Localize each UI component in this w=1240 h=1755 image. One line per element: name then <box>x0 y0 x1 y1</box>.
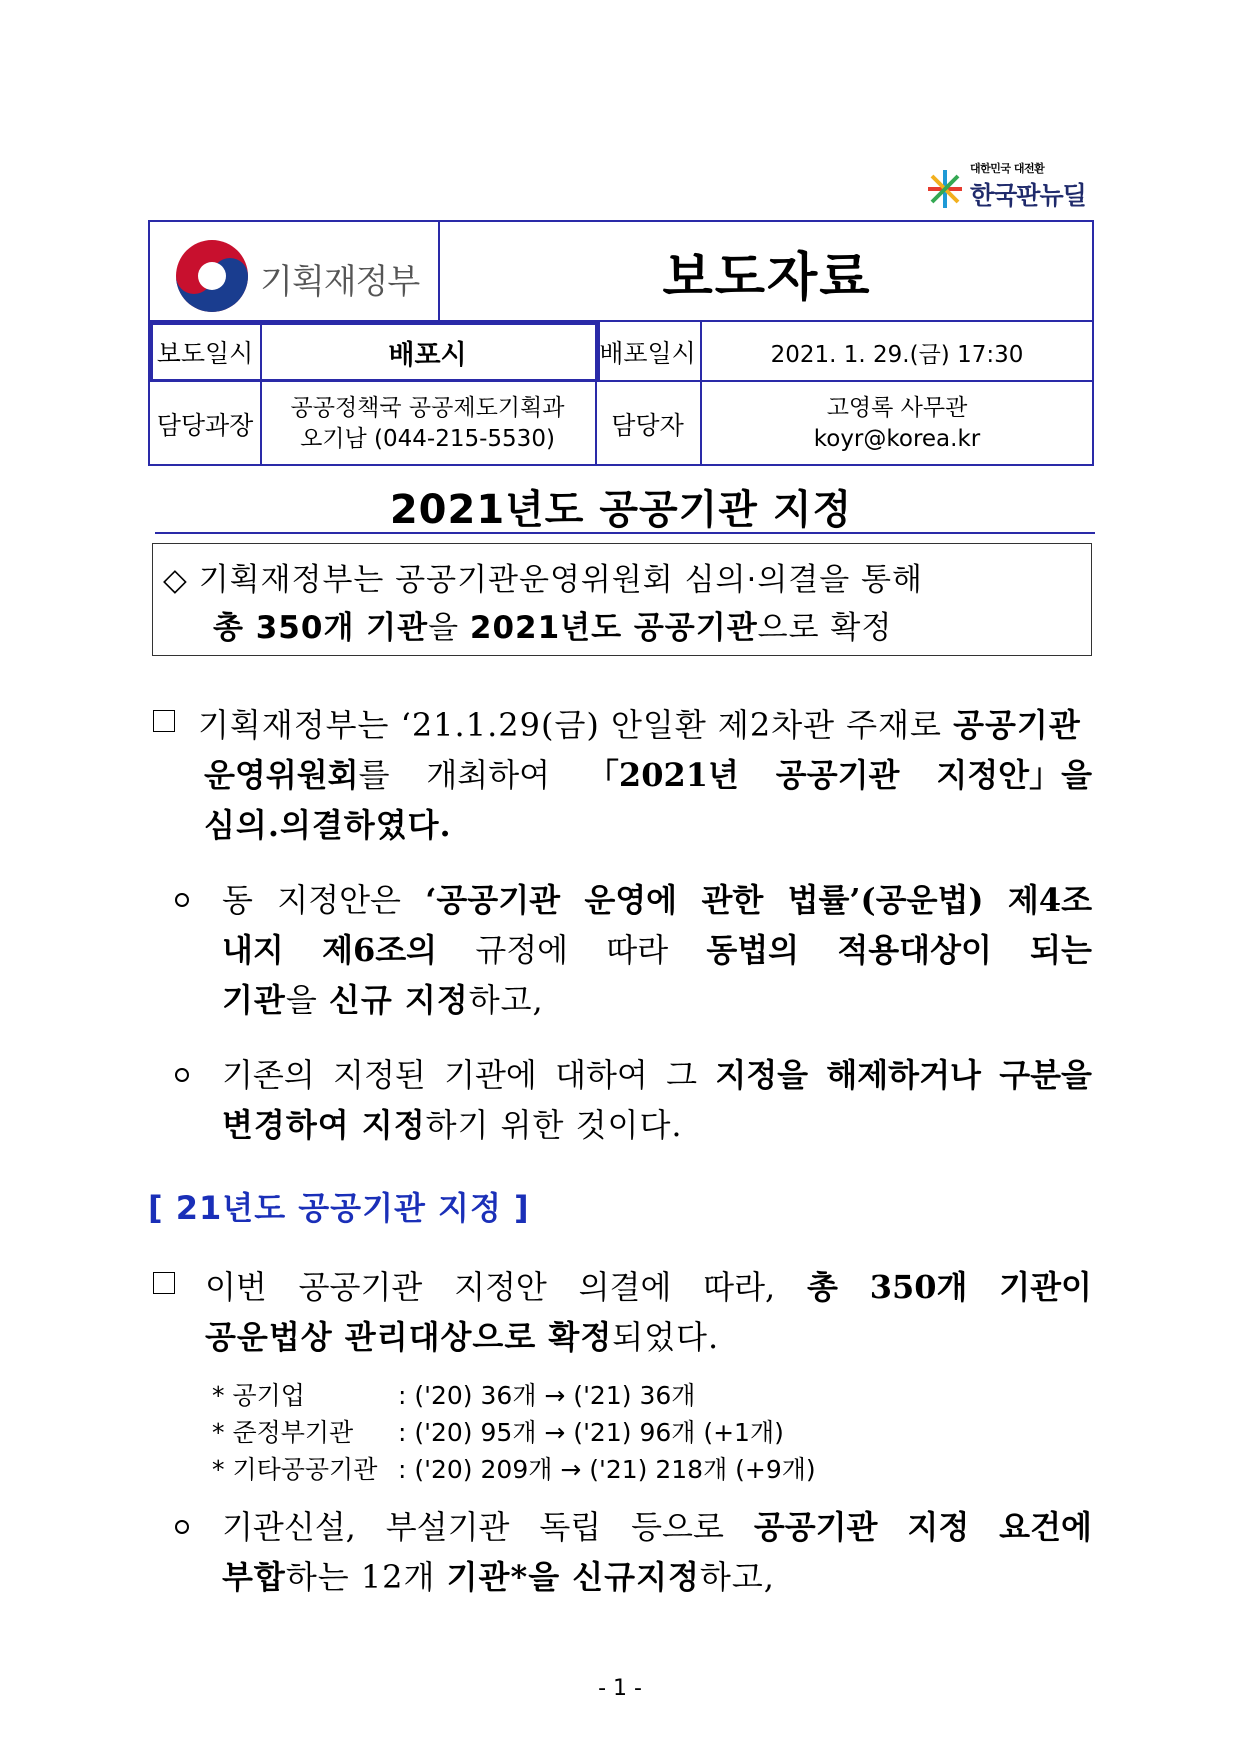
square-bullet-icon <box>153 710 175 732</box>
p3-w0: 기존의 <box>222 1056 315 1094</box>
dept-head-label: 담당과장 <box>156 411 254 440</box>
p1-committee: 운영위원회 <box>204 756 359 794</box>
p1-plan-name: 지정안」을 <box>936 756 1092 794</box>
p2-w3: ‘공공기관 <box>425 881 561 919</box>
p2-l3d: 하고, <box>468 981 544 1019</box>
dept-head-contact: 오기남 (044-215-5530) <box>300 426 555 452</box>
stat-value-other: : ('20) 209개 → ('21) 218개 (+9개) <box>398 1455 816 1484</box>
p2-l2-w2: 규정에 <box>475 931 569 969</box>
p2-l2-w1: 제6조의 <box>322 931 438 969</box>
p5-w2: 독립 <box>539 1508 602 1546</box>
p4-w2: 지정안 <box>454 1268 547 1306</box>
p2-l2-w3: 따라 <box>606 931 669 969</box>
summary-total: 총 350개 기관 <box>213 610 429 646</box>
circle-bullet-icon <box>175 1520 189 1534</box>
contact-person-label: 담당자 <box>611 411 684 440</box>
section-heading: [ 21년도 공공기관 지정 ] <box>148 1189 530 1227</box>
title-underline <box>155 532 1095 534</box>
p5-l2c: 기관*을 신규지정 <box>446 1558 700 1596</box>
p4-l2a: 공운법상 관리대상으로 확정 <box>205 1318 613 1356</box>
p4-w6: 350개 <box>869 1268 968 1306</box>
taegeuk-emblem-icon <box>172 236 252 316</box>
korean-new-deal-logo <box>922 160 1092 220</box>
p3-w2: 기관에 <box>444 1056 537 1094</box>
p1-bold: 공공기관 <box>953 706 1081 744</box>
distribution-time-value: 2021. 1. 29.(금) 17:30 <box>770 341 1024 368</box>
square-bullet-icon <box>153 1272 175 1294</box>
dept-name: 공공정책국 공공제도기획과 <box>290 395 565 421</box>
p4-w5: 총 <box>806 1268 838 1306</box>
p4-w4: 따라, <box>703 1268 776 1306</box>
p1-line-1 <box>198 700 1081 746</box>
p5-w5: 지정 <box>907 1508 970 1546</box>
p2-line-1 <box>222 875 1092 921</box>
p5-w1: 부설기관 <box>385 1508 510 1546</box>
p2-w4: 운영에 <box>584 881 678 919</box>
p3-l2a: 변경하여 지정 <box>222 1106 426 1144</box>
press-header-table <box>148 220 1094 466</box>
p4-w7: 기관이 <box>999 1268 1092 1306</box>
summary-line-1: ◇ 기획재정부는 공공기관운영위원회 심의·의결을 통해 <box>163 562 923 598</box>
stat-value-quasi: : ('20) 95개 → ('21) 96개 (+1개) <box>398 1418 784 1447</box>
dept-head-value <box>260 382 595 466</box>
p5-l2d: 하고, <box>699 1558 775 1596</box>
release-time-value: 배포시 <box>388 339 467 371</box>
p4-w1: 공공기관 <box>298 1268 423 1306</box>
p5-l2a: 부합 <box>222 1558 286 1596</box>
p2-line-3 <box>222 975 544 1021</box>
p4-w3: 의결에 <box>578 1268 672 1306</box>
summary-box <box>152 543 1092 656</box>
p2-line-2 <box>222 925 1092 971</box>
contact-person-value <box>700 382 1094 466</box>
p2-w2: 지정안은 <box>277 881 401 919</box>
p3-w6: 해제하거나 <box>826 1056 981 1094</box>
p4-w0: 이번 <box>205 1268 267 1306</box>
p2-l2-w4: 동법의 <box>706 931 800 969</box>
p5-l2b: 하는 12개 <box>285 1558 447 1596</box>
new-deal-mark-icon <box>922 166 968 212</box>
stat-name-quasi: * 준정부기관 <box>212 1418 354 1447</box>
p5-line-2 <box>222 1552 775 1598</box>
p3-line-2 <box>222 1100 683 1146</box>
p3-w3: 대하여 <box>555 1056 648 1094</box>
summary-line-2 <box>213 602 892 647</box>
p2-l2-w0: 내지 <box>222 931 284 969</box>
p1-hold: 개최하여 <box>426 756 551 794</box>
p1-plan-inst: 공공기관 <box>775 756 900 794</box>
p2-l2-w5: 적용대상이 <box>837 931 992 969</box>
press-release-title: 보도자료 <box>662 247 872 308</box>
p1-line-2 <box>204 750 1092 796</box>
p1-text: 기획재정부는 ‘21.1.29(금) 안일환 제2차관 주재로 <box>198 706 954 744</box>
document-title: 2021년도 공공기관 지정 <box>389 487 853 533</box>
new-deal-title: 한국판뉴딜 <box>970 181 1086 210</box>
p5-w3: 등으로 <box>631 1508 724 1546</box>
p2-l3c: 신규 지정 <box>328 981 469 1019</box>
p5-w6: 요건에 <box>999 1508 1092 1546</box>
circle-bullet-icon <box>175 1068 189 1082</box>
p5-w4: 공공기관 <box>753 1508 878 1546</box>
contact-email: koyr@korea.kr <box>813 426 981 452</box>
p5-w0: 기관신설, <box>222 1508 356 1546</box>
p4-line-1 <box>205 1262 1092 1308</box>
p3-w7: 구분을 <box>999 1056 1092 1094</box>
p2-l3b: 을 <box>285 981 329 1019</box>
page-number: - 1 - <box>598 1676 642 1701</box>
p5-line-1 <box>222 1502 1092 1548</box>
p3-line-1 <box>222 1050 1092 1096</box>
summary-end: 으로 확정 <box>757 610 893 646</box>
p3-w4: 그 <box>666 1056 698 1094</box>
p2-l3a: 기관 <box>222 981 286 1019</box>
p2-l2-w6: 되는 <box>1030 931 1092 969</box>
summary-particle: 을 <box>428 610 470 646</box>
contact-name: 고영록 사무관 <box>826 395 968 421</box>
p1-line-3: 심의.의결하였다. <box>204 806 452 844</box>
new-deal-subtitle: 대한민국 대전환 <box>970 162 1045 175</box>
p2-w7: 제4조 <box>1007 881 1092 919</box>
p3-w5: 지정을 <box>715 1056 809 1094</box>
distribution-time-label: 배포일시 <box>599 339 696 368</box>
summary-year: 2021년도 공공기관 <box>469 610 758 646</box>
ministry-name: 기획재정부 <box>260 262 420 302</box>
p2-w5: 관한 <box>701 881 764 919</box>
p3-w1: 지정된 <box>333 1056 426 1094</box>
stat-value-sme: : ('20) 36개 → ('21) 36개 <box>398 1381 696 1410</box>
circle-bullet-icon <box>175 893 189 907</box>
stat-name-other: * 기타공공기관 <box>212 1455 378 1484</box>
p2-w1: 동 <box>222 881 253 919</box>
p1-plan-year: 「2021년 <box>586 756 739 794</box>
p2-w6: 법률’(공운법) <box>787 881 984 919</box>
p1-particle: 를 <box>358 756 390 794</box>
p4-l2b: 되었다. <box>612 1318 720 1356</box>
p3-l2b: 하기 위한 것이다. <box>425 1106 683 1144</box>
p4-line-2 <box>205 1312 719 1358</box>
stat-name-sme: * 공기업 <box>212 1381 305 1410</box>
release-time-label: 보도일시 <box>156 339 254 368</box>
